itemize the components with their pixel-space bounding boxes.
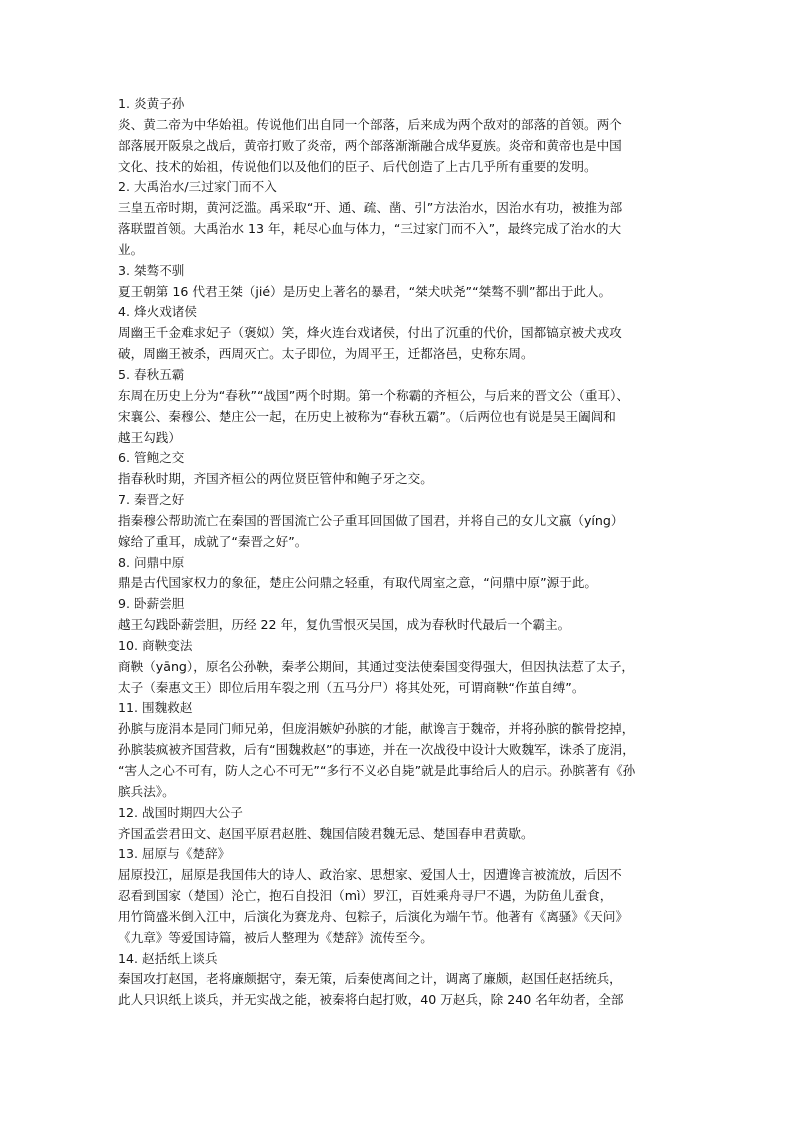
entry-section — [118, 553, 690, 595]
entry-text-line: “害人之心不可有，防人之心不可无”“多行不义必自毙”就是此事给后人的启示。孙膑著有《孙 — [118, 763, 636, 778]
entry-heading: 10. 商鞅变法 — [118, 637, 193, 653]
entry-text-line: 东周在历史上分为“春秋”“战国”两个时期。第一个称霸的齐桓公，与后来的晋文公（重耳）、 — [118, 387, 629, 403]
entry-text-line: 宋襄公、秦穆公、楚庄公一起，在历史上被称为“春秋五霸”。（后两位也有说是吴王阖闾和 — [118, 408, 616, 424]
entry-text-line: 周幽王千金难求妃子（褒姒）笑，烽火连台戏诸侯，付出了沉重的代价，国都镐京被犬戎攻 — [118, 325, 622, 341]
entry-section — [118, 448, 690, 490]
entry-text-line: 落联盟首领。大禹治水 13 年，耗尽心血与体力，“三过家门而不入”，最终完成了治水的大 — [118, 221, 622, 237]
entry-text-line: 指春秋时期，齐国齐桓公的两位贤臣管仲和鲍子牙之交。 — [118, 471, 433, 487]
entry-text-line: 用竹筒盛米倒入江中，后演化为赛龙舟、包粽子，后演化为端午节。他著有《离骚》《天问》 — [118, 908, 629, 924]
entry-heading: 1. 炎黄子孙 — [118, 96, 185, 111]
entry-text-line: 部落展开阪泉之战后，黄帝打败了炎帝，两个部落渐渐融合成华夏族。炎帝和黄帝也是中国 — [118, 137, 622, 153]
entry-heading: 12. 战国时期四大公子 — [118, 804, 243, 820]
entry-section — [118, 949, 690, 1012]
entry-text-line: 鼎是古代国家权力的象征，楚庄公问鼎之轻重，有取代周室之意，“问鼎中原”源于此。 — [118, 575, 598, 591]
entry-section — [118, 490, 690, 553]
entry-section — [118, 177, 690, 260]
entry-text-line: 业。 — [118, 241, 144, 257]
entry-heading: 3. 桀骜不驯 — [118, 262, 185, 278]
entry-text-line: 齐国孟尝君田文、赵国平原君赵胜、魏国信陵君魏无忌、楚国春申君黄歇。 — [118, 825, 534, 841]
entry-text-line: 屈原投江，屈原是我国伟大的诗人、政治家、思想家、爱国人士，因遭谗言被流放，后因不 — [118, 867, 622, 883]
entry-text-line: 忍看到国家（楚国）沦亡，抱石自投汨（mì）罗江，百姓乘舟寻尸不遇，为防鱼儿蚕食， — [118, 888, 613, 904]
entry-text-line: 此人只识纸上谈兵，并无实战之能，被秦将白起打败，40 万赵兵，除 240 名年幼者，全部 — [118, 992, 624, 1008]
entry-section — [118, 803, 690, 845]
entry-text-line: 孙膑装疯被齐国营救，后有“围魏救赵”的事迹，并在一次战役中设计大败魏军，诛杀了庞涓， — [118, 742, 635, 758]
entry-heading: 14. 赵括纸上谈兵 — [118, 950, 218, 966]
entry-section — [118, 636, 690, 699]
entry-heading: 5. 春秋五霸 — [118, 366, 185, 382]
entry-section — [118, 365, 690, 448]
entry-heading: 2. 大禹治水/三过家门而不入 — [118, 179, 277, 195]
entry-heading: 6. 管鲍之交 — [118, 450, 185, 466]
entry-heading: 4. 烽火戏诸侯 — [118, 304, 197, 320]
entry-text-line: 文化、技术的始祖，传说他们以及他们的臣子、后代创造了上古几乎所有重要的发明。 — [118, 158, 597, 174]
entry-text-line: 嫁给了重耳，成就了“秦晋之好”。 — [118, 533, 308, 549]
entry-text-line: 孙膑与庞涓本是同门师兄弟，但庞涓嫉妒孙膑的才能，献谗言于魏帝，并将孙膑的髌骨挖掉， — [118, 721, 635, 737]
entry-text-line: 膑兵法》。 — [118, 783, 175, 799]
entry-section — [118, 94, 690, 177]
entry-text-line: 越王勾践卧薪尝胆，历经 22 年，复仇雪恨灭吴国，成为春秋时代最后一个霸主。 — [118, 617, 571, 633]
entry-section — [118, 844, 690, 948]
entry-text-line: 秦国攻打赵国，老将廉颇据守，秦无策，后秦使离间之计，调离了廉颇，赵国任赵括统兵， — [118, 971, 622, 987]
entry-text-line: 越王勾践） — [118, 429, 181, 445]
entry-heading: 7. 秦晋之好 — [118, 492, 185, 508]
entry-text-line: 太子（秦惠文王）即位后用车裂之刑（五马分尸）将其处死，可谓商鞅“作茧自缚”。 — [118, 679, 585, 695]
entry-text-line: 《九章》等爱国诗篇，被后人整理为《楚辞》流传至今。 — [118, 929, 433, 945]
entry-text-line: 炎、黄二帝为中华始祖。传说他们出自同一个部落，后来成为两个敌对的部落的首领。两个 — [118, 116, 622, 132]
entry-text-line: 破，周幽王被杀，西周灭亡。太子即位，为周平王，迁都洛邑，史称东周。 — [118, 346, 534, 362]
entry-text-line: 商鞅（yāng），原名公孙鞅，秦孝公期间，其通过变法使秦国变得强大，但因执法惹了太子， — [118, 658, 635, 674]
entry-section — [118, 302, 690, 365]
entry-text-line: 三皇五帝时期，黄河泛滥。禹采取“开、通、疏、凿、引”方法治水，因治水有功，被推为部 — [118, 200, 623, 216]
entry-text-line: 指秦穆公帮助流亡在秦国的晋国流亡公子重耳回国做了国君，并将自己的女儿文嬴（yíng） — [118, 512, 624, 528]
document-page — [118, 94, 690, 1011]
entry-section — [118, 261, 690, 303]
entry-section — [118, 594, 690, 636]
entry-section — [118, 698, 690, 802]
entry-text-line: 夏王朝第 16 代君王桀（jié）是历史上著名的暴君，“桀犬吠尧”“桀骜不驯”都出于此人。 — [118, 283, 612, 299]
entry-heading: 13. 屈原与《楚辞》 — [118, 846, 231, 862]
entry-heading: 11. 围魏救赵 — [118, 700, 193, 716]
entry-heading: 8. 问鼎中原 — [118, 554, 185, 570]
entry-heading: 9. 卧薪尝胆 — [118, 596, 185, 612]
